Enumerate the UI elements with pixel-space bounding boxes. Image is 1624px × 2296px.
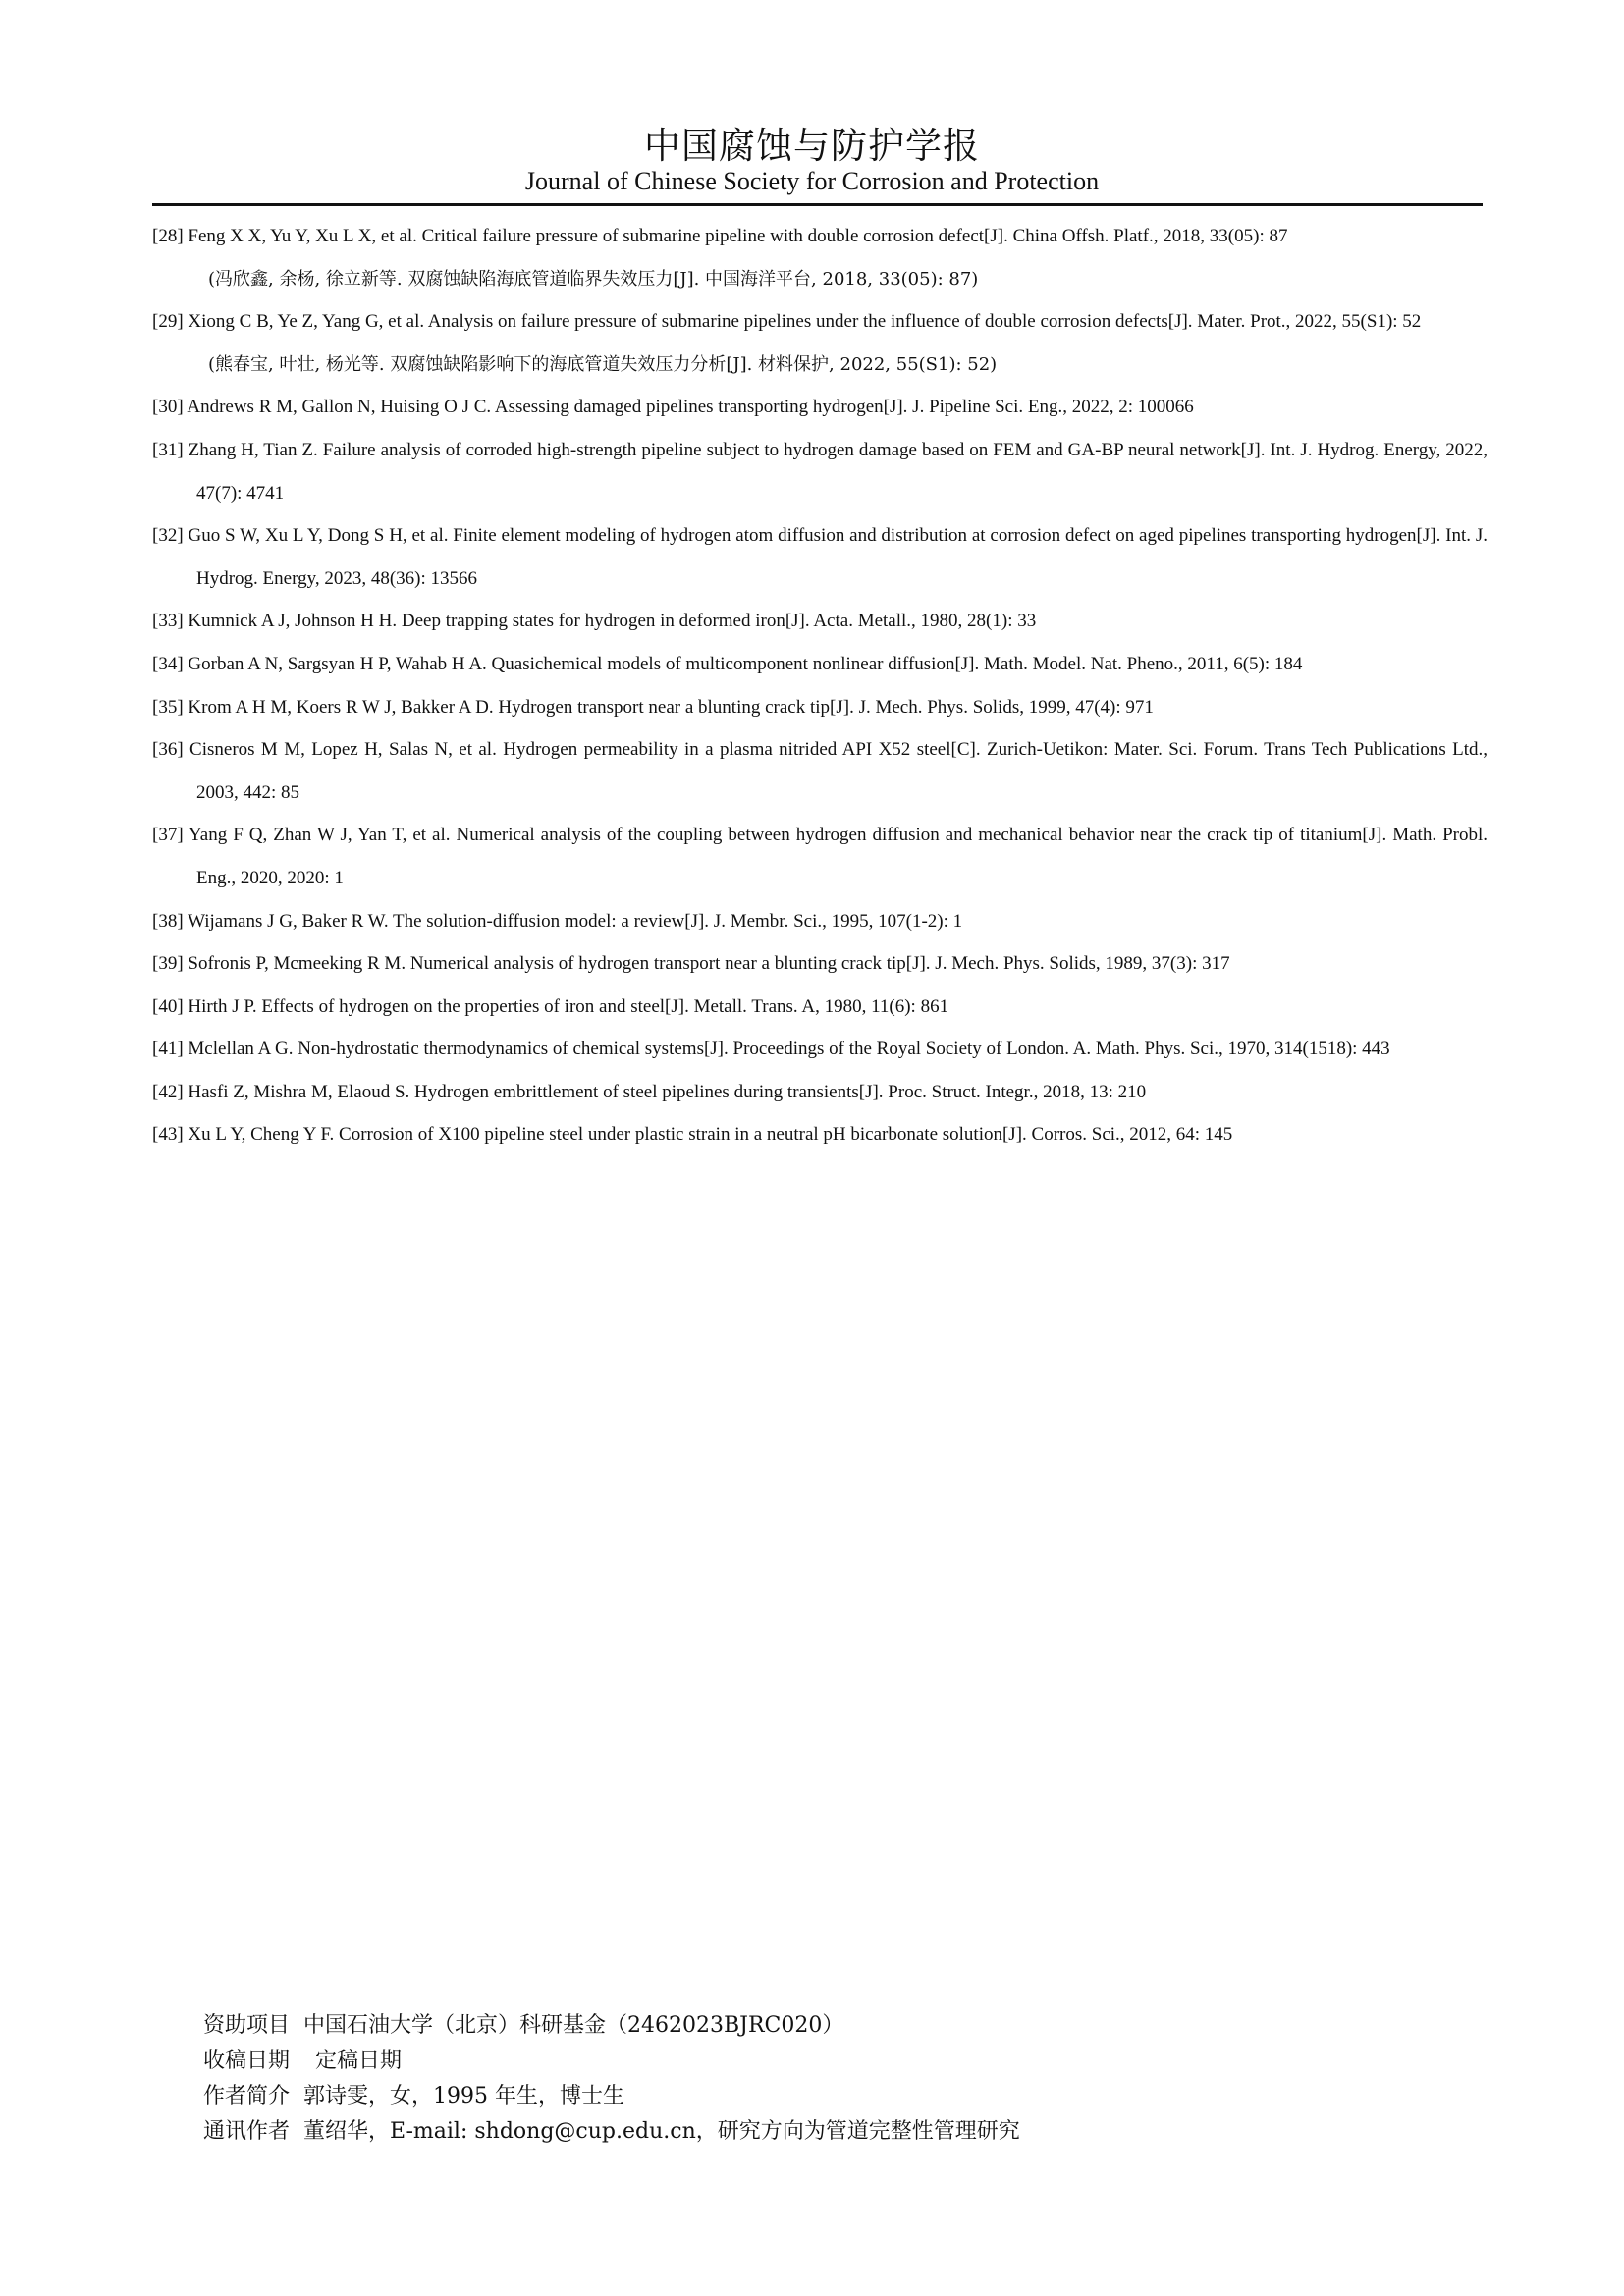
journal-title-en: Journal of Chinese Society for Corrosion and Protection xyxy=(524,167,1100,195)
article-footnote xyxy=(203,2008,1480,2150)
corresponding-author-value: 董绍华，E-mail: shdong@cup.edu.cn，研究方向为管道完整性管理研究 xyxy=(303,2119,1020,2144)
corresponding-author-line xyxy=(203,2114,1480,2150)
dates-line xyxy=(203,2044,1480,2079)
reference-item xyxy=(152,814,1488,899)
accepted-date-label: 定稿日期 xyxy=(315,2049,403,2073)
reference-number: [40] xyxy=(152,995,184,1017)
reference-number: [30] xyxy=(152,397,184,418)
reference-text: Sofronis P, Mcmeeking R M. Numerical analysis of hydrogen transport near a blunting crack tip[J]. J. Mech. Phys. Solids, 1989, 37(3): 317 xyxy=(188,953,1230,975)
reference-number: [32] xyxy=(152,525,184,547)
reference-item xyxy=(152,1028,1488,1071)
reference-text: Gorban A N, Sargsyan H P, Wahab H A. Quasichemical models of multicomponent nonlinear diffusion[J]. Math. Model. Nat. Pheno., 2011, 6(5): 184 xyxy=(188,653,1303,674)
author-bio-line xyxy=(203,2079,1480,2114)
reference-text: Zhang H, Tian Z. Failure analysis of corroded high-strength pipeline subject to hydrogen damage based on FEM and GA-BP neural network[J]. Int. J. Hydrog. Energy, 2022, 47(7): 4741 xyxy=(188,439,1488,504)
reference-number: [41] xyxy=(152,1039,184,1060)
reference-item xyxy=(152,1071,1488,1114)
funding-label: 资助项目 xyxy=(203,2013,291,2038)
funding-line xyxy=(203,2008,1480,2044)
reference-item xyxy=(152,728,1488,814)
reference-number: [28] xyxy=(152,226,184,246)
reference-item xyxy=(152,600,1488,643)
reference-list xyxy=(152,215,1488,1156)
reference-number: [42] xyxy=(152,1081,184,1102)
reference-text: Hasfi Z, Mishra M, Elaoud S. Hydrogen embrittlement of steel pipelines during transients[J]. Proc. Struct. Integr., 2018, 13: 210 xyxy=(188,1081,1147,1102)
reference-text: Mclellan A G. Non-hydrostatic thermodynamics of chemical systems[J]. Proceedings of the Royal Society of London. A. Math. Phys. Sci., 1970, 314(1518): 443 xyxy=(188,1039,1390,1060)
reference-chinese-translation: (熊春宝, 叶壮, 杨光等. 双腐蚀缺陷影响下的海底管道失效压力分析[J]. 材料保护, 2022, 55(S1): 52) xyxy=(208,353,998,375)
reference-item xyxy=(152,900,1488,943)
reference-number: [39] xyxy=(152,953,184,975)
reference-number: [36] xyxy=(152,739,184,761)
reference-number: [34] xyxy=(152,653,184,674)
reference-item xyxy=(152,429,1488,514)
reference-chinese-translation: (冯欣鑫, 余杨, 徐立新等. 双腐蚀缺陷海底管道临界失效压力[J]. 中国海洋平台, 2018, 33(05): 87) xyxy=(208,268,979,290)
reference-text: Wijamans J G, Baker R W. The solution-diffusion model: a review[J]. J. Membr. Sci., 1995, 107(1-2): 1 xyxy=(188,910,963,932)
reference-item xyxy=(152,386,1488,429)
reference-number: [37] xyxy=(152,825,184,846)
reference-number: [29] xyxy=(152,311,184,333)
author-bio-value: 郭诗雯，女，1995 年生，博士生 xyxy=(303,2084,624,2109)
journal-title-cn: 中国腐蚀与防护学报 xyxy=(644,125,980,167)
reference-item xyxy=(152,686,1488,729)
reference-number: [31] xyxy=(152,439,184,460)
reference-number: [38] xyxy=(152,910,184,932)
reference-item xyxy=(152,1113,1488,1156)
reference-text: Andrews R M, Gallon N, Huising O J C. Assessing damaged pipelines transporting hydrogen[J]. J. Pipeline Sci. Eng., 2022, 2: 100066 xyxy=(187,397,1194,418)
received-date-label: 收稿日期 xyxy=(203,2049,291,2073)
reference-text: Xiong C B, Ye Z, Yang G, et al. Analysis on failure pressure of submarine pipelines under the influence of double corrosion defects[J]. Mater. Prot., 2022, 55(S1): 52 xyxy=(188,311,1422,333)
reference-item xyxy=(152,986,1488,1029)
reference-text: Yang F Q, Zhan W J, Yan T, et al. Numerical analysis of the coupling between hydrogen diffusion and mechanical behavior near the crack tip of titanium[J]. Math. Probl. Eng., 2020, 2020: 1 xyxy=(188,825,1488,888)
reference-item xyxy=(152,942,1488,986)
reference-text: Krom A H M, Koers R W J, Bakker A D. Hydrogen transport near a blunting crack tip[J]. J. Mech. Phys. Solids, 1999, 47(4): 971 xyxy=(188,696,1154,718)
reference-number: [43] xyxy=(152,1124,184,1146)
reference-text: Hirth J P. Effects of hydrogen on the properties of iron and steel[J]. Metall. Trans. A, 1980, 11(6): 861 xyxy=(188,995,949,1017)
author-bio-label: 作者简介 xyxy=(203,2084,291,2109)
reference-item xyxy=(152,215,1488,300)
reference-item xyxy=(152,514,1488,600)
header-rule xyxy=(152,203,1483,206)
reference-text: Feng X X, Yu Y, Xu L X, et al. Critical failure pressure of submarine pipeline with double corrosion defect[J]. China Offsh. Platf., 2018, 33(05): 87 xyxy=(188,226,1288,246)
reference-text: Cisneros M M, Lopez H, Salas N, et al. Hydrogen permeability in a plasma nitrided API X52 steel[C]. Zurich-Uetikon: Mater. Sci. Forum. Trans Tech Publications Ltd., 2003, 442: 85 xyxy=(189,739,1489,803)
corresponding-author-label: 通讯作者 xyxy=(203,2119,291,2144)
funding-value: 中国石油大学（北京）科研基金（2462023BJRC020） xyxy=(303,2013,844,2038)
reference-text: Guo S W, Xu L Y, Dong S H, et al. Finite element modeling of hydrogen atom diffusion and distribution at corrosion defect on aged pipelines transporting hydrogen[J]. Int. J. Hydrog. Energy, 2023, 48(36): 13566 xyxy=(188,525,1488,589)
reference-text: Kumnick A J, Johnson H H. Deep trapping states for hydrogen in deformed iron[J]. Acta. Metall., 1980, 28(1): 33 xyxy=(188,611,1037,632)
reference-number: [35] xyxy=(152,696,184,718)
reference-item xyxy=(152,300,1488,386)
reference-number: [33] xyxy=(152,611,184,632)
reference-item xyxy=(152,643,1488,686)
reference-text: Xu L Y, Cheng Y F. Corrosion of X100 pipeline steel under plastic strain in a neutral pH bicarbonate solution[J]. Corros. Sci., 2012, 64: 145 xyxy=(188,1124,1233,1146)
